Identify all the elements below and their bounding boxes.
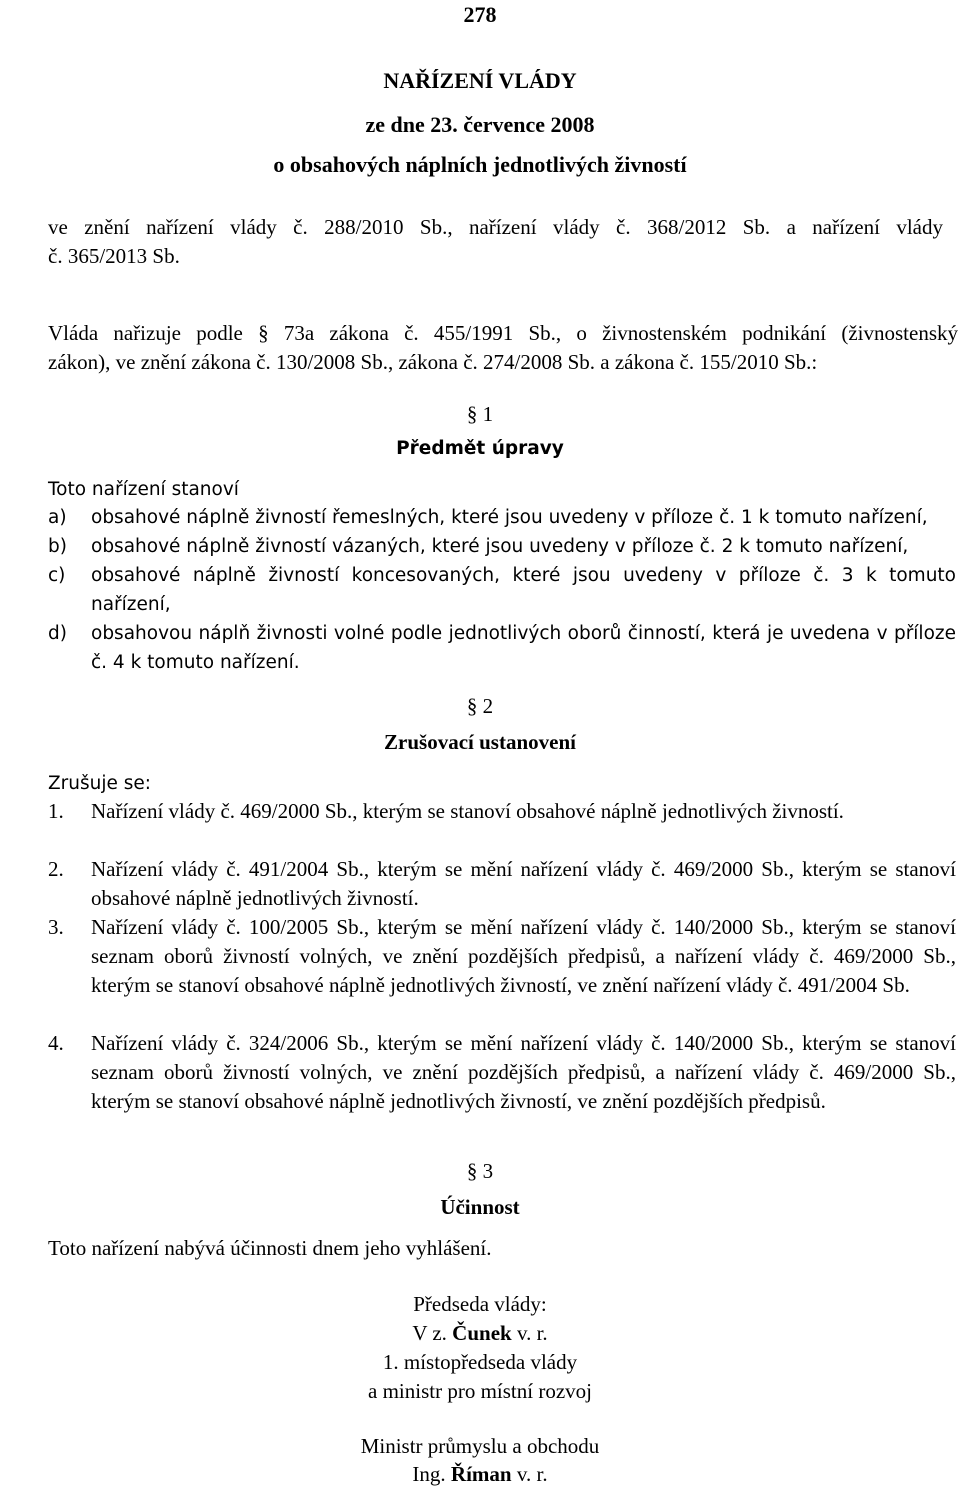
subject-line: o obsahových náplních jednotlivých živností <box>273 152 687 177</box>
amendments-line-1: ve znění nařízení vlády č. 288/2010 Sb., nařízení vlády č. 368/2012 Sb. a nařízení vlády <box>48 215 943 239</box>
pm-suffix: v. r. <box>516 1321 548 1345</box>
item-text: Nařízení vlády č. 100/2005 Sb., kterým se mění nařízení vlády č. 140/2000 Sb., kterým se stanoví seznam oborů živností volných, ve znění pozdějších předpisů, a nařízení vlády č. 469/2000 Sb., kterým se stanoví obsahové náplně jednotlivých živností, ve znění nařízení vlády č. 491/2004 Sb. <box>91 915 956 997</box>
minister-signature <box>0 1460 960 1489</box>
minister-suffix: v. r. <box>516 1462 548 1486</box>
deputy-role-line-1: 1. místopředseda vlády <box>382 1350 578 1374</box>
section-2-heading: Zrušovací ustanovení <box>384 730 576 754</box>
section-1-heading: Předmět úpravy <box>396 438 564 459</box>
document-title: NAŘÍZENÍ VLÁDY <box>383 68 577 93</box>
minister-role: Ministr průmyslu a obchodu <box>360 1434 600 1458</box>
amendments-line-2: č. 365/2013 Sb. <box>48 244 180 268</box>
date-line: ze dne 23. července 2008 <box>365 112 595 137</box>
page-number: 278 <box>463 2 497 27</box>
item-text: obsahovou náplň živnosti volné podle jednotlivých oborů činností, která je uvedena v příloze č. 4 k tomuto nařízení. <box>91 623 956 673</box>
section-3-text: Toto nařízení nabývá účinnosti dnem jeho vyhlášení. <box>48 1236 492 1260</box>
item-text: Nařízení vlády č. 491/2004 Sb., kterým se mění nařízení vlády č. 469/2000 Sb., kterým se stanoví obsahové náplně jednotlivých živností. <box>91 857 956 910</box>
section-2-intro: Zrušuje se: <box>48 773 152 794</box>
deputy-role-line-2: a ministr pro místní rozvoj <box>368 1379 592 1403</box>
item-marker: 2. <box>48 857 64 881</box>
item-marker: d) <box>48 623 67 644</box>
minister-name: Říman <box>450 1462 512 1486</box>
section-2-number: § 2 <box>466 694 494 718</box>
section-3-heading: Účinnost <box>440 1195 520 1219</box>
section-1-number: § 1 <box>466 402 494 426</box>
item-text: obsahové náplně živností vázaných, které jsou uvedeny v příloze č. 2 k tomuto nařízení, <box>91 536 909 557</box>
section-1-intro: Toto nařízení stanoví <box>48 479 239 500</box>
section-3-number: § 3 <box>466 1159 494 1183</box>
item-text: Nařízení vlády č. 324/2006 Sb., kterým se mění nařízení vlády č. 140/2000 Sb., kterým se stanoví seznam oborů živností volných, ve znění pozdějších předpisů, a nařízení vlády č. 469/2000 Sb., kterým se stanoví obsahové náplně jednotlivých živností, ve znění pozdějších předpisů. <box>91 1031 956 1113</box>
preamble-line-2: zákon), ve znění zákona č. 130/2008 Sb., zákona č. 274/2008 Sb. a zákona č. 155/2010 Sb.: <box>48 350 818 374</box>
preamble-line-1: Vláda nařizuje podle § 73a zákona č. 455/1991 Sb., o živnostenském podnikání (živnostenský <box>48 321 958 345</box>
item-text: Nařízení vlády č. 469/2000 Sb., kterým se stanoví obsahové náplně jednotlivých živností. <box>91 799 844 823</box>
item-marker: c) <box>48 565 66 586</box>
pm-signature <box>0 1319 960 1348</box>
pm-prefix: V z. <box>412 1321 447 1345</box>
item-marker: 3. <box>48 915 64 939</box>
item-marker: 4. <box>48 1031 64 1055</box>
item-marker: a) <box>48 507 67 528</box>
item-marker: 1. <box>48 799 64 823</box>
item-text: obsahové náplně živností koncesovaných, které jsou uvedeny v příloze č. 3 k tomuto nařízení, <box>91 565 956 615</box>
item-text: obsahové náplně živností řemeslných, které jsou uvedeny v příloze č. 1 k tomuto nařízení, <box>91 507 928 528</box>
minister-prefix: Ing. <box>412 1462 446 1486</box>
pm-role: Předseda vlády: <box>413 1292 547 1316</box>
pm-name: Čunek <box>452 1321 512 1345</box>
item-marker: b) <box>48 536 67 557</box>
